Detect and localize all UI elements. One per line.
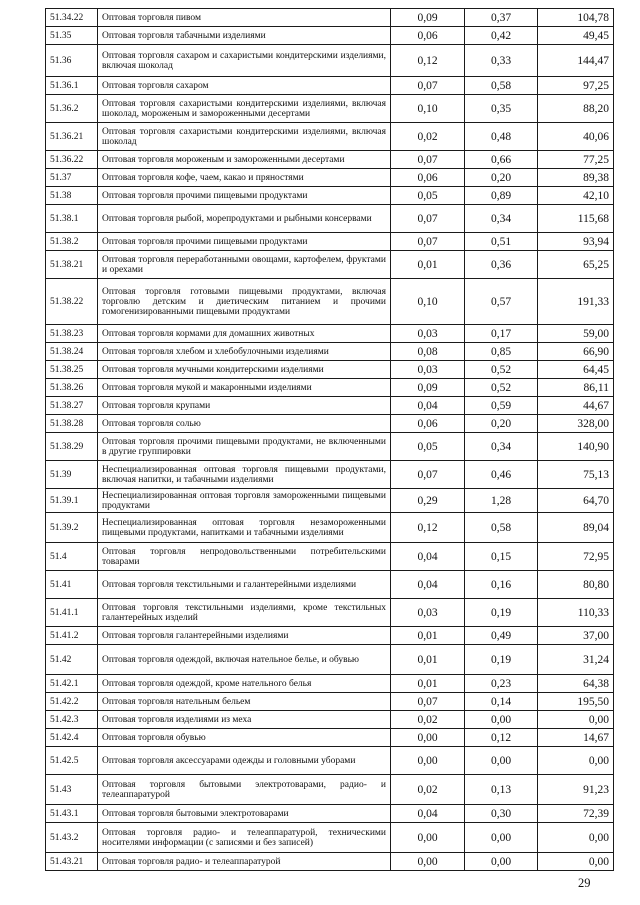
table-row [46,823,614,853]
row-value-3: 86,11 [538,379,614,397]
row-value-1: 0,00 [391,747,465,775]
row-code: 51.36 [46,45,98,77]
row-value-3: 64,70 [538,489,614,513]
row-name: Оптовая торговля хлебом и хлебобулочными изделиями [98,343,391,361]
data-table [45,8,614,871]
row-code: 51.36.21 [46,123,98,151]
row-value-3: 0,00 [538,747,614,775]
row-name: Оптовая торговля солью [98,415,391,433]
row-name: Оптовая торговля текстильными и галантерейными изделиями [98,571,391,599]
row-name: Оптовая торговля текстильными изделиями, кроме текстильных галантерейных изделий [98,599,391,627]
table-row [46,169,614,187]
row-value-1: 0,00 [391,729,465,747]
table-row [46,45,614,77]
row-value-3: 0,00 [538,853,614,871]
row-value-2: 0,20 [465,169,538,187]
page-number: 29 [578,876,591,890]
row-code: 51.36.2 [46,95,98,123]
row-code: 51.35 [46,27,98,45]
row-value-1: 0,12 [391,45,465,77]
row-value-3: 75,13 [538,461,614,489]
row-value-3: 66,90 [538,343,614,361]
row-value-3: 140,90 [538,433,614,461]
row-code: 51.38.25 [46,361,98,379]
row-value-1: 0,01 [391,645,465,675]
table-row [46,397,614,415]
row-name: Оптовая торговля одеждой, включая нательное белье, и обувью [98,645,391,675]
row-value-3: 72,39 [538,805,614,823]
row-value-3: 31,24 [538,645,614,675]
row-value-2: 0,16 [465,571,538,599]
row-name: Оптовая торговля аксессуарами одежды и головными уборами [98,747,391,775]
row-value-2: 0,85 [465,343,538,361]
row-name: Оптовая торговля переработанными овощами, картофелем, фруктами и орехами [98,251,391,279]
row-code: 51.38.27 [46,397,98,415]
table-row [46,379,614,397]
row-value-1: 0,03 [391,325,465,343]
row-value-3: 37,00 [538,627,614,645]
row-code: 51.42.1 [46,675,98,693]
table-row [46,343,614,361]
row-name: Оптовая торговля кормами для домашних животных [98,325,391,343]
row-value-2: 0,19 [465,599,538,627]
row-code: 51.43.21 [46,853,98,871]
table-row [46,233,614,251]
row-value-1: 0,10 [391,95,465,123]
row-value-2: 0,59 [465,397,538,415]
row-value-1: 0,09 [391,379,465,397]
row-value-2: 0,58 [465,77,538,95]
row-name: Оптовая торговля кофе, чаем, какао и пряностями [98,169,391,187]
table-row [46,461,614,489]
table-row [46,627,614,645]
row-value-3: 191,33 [538,279,614,325]
row-name: Оптовая торговля сахаристыми кондитерскими изделиями, включая шоколад [98,123,391,151]
row-name: Неспециализированная оптовая торговля незамороженными пищевыми продуктами, напитками и табачными изделиями [98,513,391,543]
table-row [46,361,614,379]
row-value-3: 195,50 [538,693,614,711]
row-value-2: 0,19 [465,645,538,675]
row-value-3: 110,33 [538,599,614,627]
table-row [46,151,614,169]
row-value-1: 0,04 [391,805,465,823]
row-value-2: 0,23 [465,675,538,693]
row-value-3: 115,68 [538,205,614,233]
table-row [46,489,614,513]
row-value-3: 144,47 [538,45,614,77]
table-row [46,433,614,461]
row-value-1: 0,06 [391,415,465,433]
row-value-1: 0,06 [391,169,465,187]
table-row [46,543,614,571]
row-value-2: 0,12 [465,729,538,747]
row-value-2: 0,48 [465,123,538,151]
row-value-3: 49,45 [538,27,614,45]
row-value-1: 0,07 [391,77,465,95]
table-row [46,805,614,823]
row-code: 51.36.22 [46,151,98,169]
row-value-1: 0,01 [391,627,465,645]
row-value-1: 0,04 [391,543,465,571]
table-row [46,325,614,343]
row-value-1: 0,05 [391,187,465,205]
row-value-2: 0,34 [465,205,538,233]
row-value-1: 0,00 [391,853,465,871]
row-value-2: 0,14 [465,693,538,711]
row-value-2: 0,20 [465,415,538,433]
row-value-3: 93,94 [538,233,614,251]
table-row [46,279,614,325]
row-value-2: 0,15 [465,543,538,571]
table-row [46,599,614,627]
row-value-2: 0,00 [465,823,538,853]
row-value-1: 0,01 [391,675,465,693]
row-name: Оптовая торговля готовыми пищевыми продуктами, включая торговлю детским и диетическим питанием и прочими гомогенизированными пищевыми продуктами [98,279,391,325]
row-name: Неспециализированная оптовая торговля пищевыми продуктами, включая напитки, и табачными изделиями [98,461,391,489]
row-name: Оптовая торговля прочими пищевыми продуктами [98,187,391,205]
row-value-3: 72,95 [538,543,614,571]
row-value-3: 80,80 [538,571,614,599]
row-value-2: 0,46 [465,461,538,489]
row-code: 51.42.3 [46,711,98,729]
row-name: Оптовая торговля непродовольственными потребительскими товарами [98,543,391,571]
table-row [46,123,614,151]
row-name: Оптовая торговля радио- и телеаппаратурой, техническими носителями информации (с записями и без записей) [98,823,391,853]
row-code: 51.38.24 [46,343,98,361]
row-code: 51.39.1 [46,489,98,513]
row-value-1: 0,02 [391,711,465,729]
row-value-1: 0,03 [391,599,465,627]
row-code: 51.38.1 [46,205,98,233]
row-value-2: 0,58 [465,513,538,543]
row-code: 51.34.22 [46,9,98,27]
row-value-3: 59,00 [538,325,614,343]
row-value-1: 0,10 [391,279,465,325]
row-value-3: 44,67 [538,397,614,415]
row-value-1: 0,02 [391,775,465,805]
row-code: 51.43.1 [46,805,98,823]
row-code: 51.38 [46,187,98,205]
table-row [46,415,614,433]
row-value-3: 64,45 [538,361,614,379]
row-value-3: 42,10 [538,187,614,205]
row-value-2: 0,00 [465,747,538,775]
row-name: Оптовая торговля сахаристыми кондитерскими изделиями, включая шоколад, мороженым и замороженными десертами [98,95,391,123]
row-name: Оптовая торговля обувью [98,729,391,747]
table-row [46,711,614,729]
row-value-2: 0,52 [465,379,538,397]
row-name: Оптовая торговля радио- и телеаппаратурой [98,853,391,871]
row-value-2: 0,66 [465,151,538,169]
table-row [46,251,614,279]
row-value-3: 91,23 [538,775,614,805]
row-value-1: 0,03 [391,361,465,379]
row-name: Оптовая торговля галантерейными изделиями [98,627,391,645]
row-value-2: 1,28 [465,489,538,513]
row-value-2: 0,37 [465,9,538,27]
row-name: Оптовая торговля табачными изделиями [98,27,391,45]
row-value-1: 0,07 [391,205,465,233]
row-value-3: 0,00 [538,823,614,853]
row-value-1: 0,07 [391,151,465,169]
row-name: Оптовая торговля пивом [98,9,391,27]
row-code: 51.41 [46,571,98,599]
table-row [46,205,614,233]
row-value-1: 0,02 [391,123,465,151]
row-value-3: 97,25 [538,77,614,95]
row-name: Оптовая торговля мороженым и замороженными десертами [98,151,391,169]
row-value-1: 0,08 [391,343,465,361]
table-row [46,9,614,27]
row-value-2: 0,49 [465,627,538,645]
row-value-1: 0,07 [391,693,465,711]
row-value-2: 0,36 [465,251,538,279]
row-code: 51.42.4 [46,729,98,747]
row-name: Оптовая торговля бытовыми электротоварами, радио- и телеаппаратурой [98,775,391,805]
row-value-3: 104,78 [538,9,614,27]
row-value-2: 0,17 [465,325,538,343]
row-code: 51.36.1 [46,77,98,95]
row-value-1: 0,01 [391,251,465,279]
table-row [46,645,614,675]
row-name: Оптовая торговля изделиями из меха [98,711,391,729]
row-name: Оптовая торговля мукой и макаронными изделиями [98,379,391,397]
table-row [46,729,614,747]
row-value-3: 40,06 [538,123,614,151]
row-value-3: 65,25 [538,251,614,279]
row-name: Оптовая торговля сахаром и сахаристыми кондитерскими изделиями, включая шоколад [98,45,391,77]
row-name: Оптовая торговля сахаром [98,77,391,95]
table-row [46,95,614,123]
row-code: 51.38.26 [46,379,98,397]
row-value-2: 0,89 [465,187,538,205]
row-value-1: 0,06 [391,27,465,45]
row-name: Оптовая торговля нательным бельем [98,693,391,711]
table-row [46,853,614,871]
row-code: 51.41.2 [46,627,98,645]
row-code: 51.38.22 [46,279,98,325]
table-row [46,747,614,775]
row-value-3: 328,00 [538,415,614,433]
row-value-2: 0,00 [465,711,538,729]
row-value-3: 14,67 [538,729,614,747]
table-row [46,775,614,805]
row-value-2: 0,00 [465,853,538,871]
row-name: Оптовая торговля прочими пищевыми продуктами [98,233,391,251]
row-name: Неспециализированная оптовая торговля замороженными пищевыми продуктами [98,489,391,513]
row-value-3: 64,38 [538,675,614,693]
row-value-2: 0,42 [465,27,538,45]
row-value-1: 0,04 [391,571,465,599]
row-value-1: 0,04 [391,397,465,415]
table-row [46,693,614,711]
row-code: 51.4 [46,543,98,571]
row-code: 51.37 [46,169,98,187]
row-name: Оптовая торговля мучными кондитерскими изделиями [98,361,391,379]
table-row [46,77,614,95]
row-code: 51.38.2 [46,233,98,251]
row-code: 51.42 [46,645,98,675]
table-row [46,675,614,693]
row-value-1: 0,05 [391,433,465,461]
row-name: Оптовая торговля бытовыми электротоварами [98,805,391,823]
row-code: 51.43.2 [46,823,98,853]
row-value-2: 0,30 [465,805,538,823]
row-value-2: 0,13 [465,775,538,805]
row-name: Оптовая торговля крупами [98,397,391,415]
row-code: 51.42.2 [46,693,98,711]
table-row [46,187,614,205]
row-value-1: 0,07 [391,461,465,489]
row-code: 51.38.29 [46,433,98,461]
row-value-1: 0,07 [391,233,465,251]
row-value-3: 89,38 [538,169,614,187]
row-code: 51.38.28 [46,415,98,433]
row-value-3: 77,25 [538,151,614,169]
row-value-3: 89,04 [538,513,614,543]
row-value-2: 0,35 [465,95,538,123]
row-name: Оптовая торговля одеждой, кроме нательного белья [98,675,391,693]
table-row [46,27,614,45]
row-value-2: 0,52 [465,361,538,379]
table-row [46,513,614,543]
row-value-1: 0,09 [391,9,465,27]
row-value-1: 0,00 [391,823,465,853]
row-value-1: 0,12 [391,513,465,543]
row-value-2: 0,34 [465,433,538,461]
row-name: Оптовая торговля прочими пищевыми продуктами, не включенными в другие группировки [98,433,391,461]
table-row [46,571,614,599]
row-value-2: 0,57 [465,279,538,325]
row-code: 51.39.2 [46,513,98,543]
row-value-3: 0,00 [538,711,614,729]
table-body [46,9,614,871]
row-value-2: 0,51 [465,233,538,251]
row-value-3: 88,20 [538,95,614,123]
row-name: Оптовая торговля рыбой, морепродуктами и рыбными консервами [98,205,391,233]
row-code: 51.38.23 [46,325,98,343]
row-code: 51.38.21 [46,251,98,279]
row-code: 51.41.1 [46,599,98,627]
row-code: 51.42.5 [46,747,98,775]
row-value-2: 0,33 [465,45,538,77]
row-code: 51.39 [46,461,98,489]
row-value-1: 0,29 [391,489,465,513]
row-code: 51.43 [46,775,98,805]
